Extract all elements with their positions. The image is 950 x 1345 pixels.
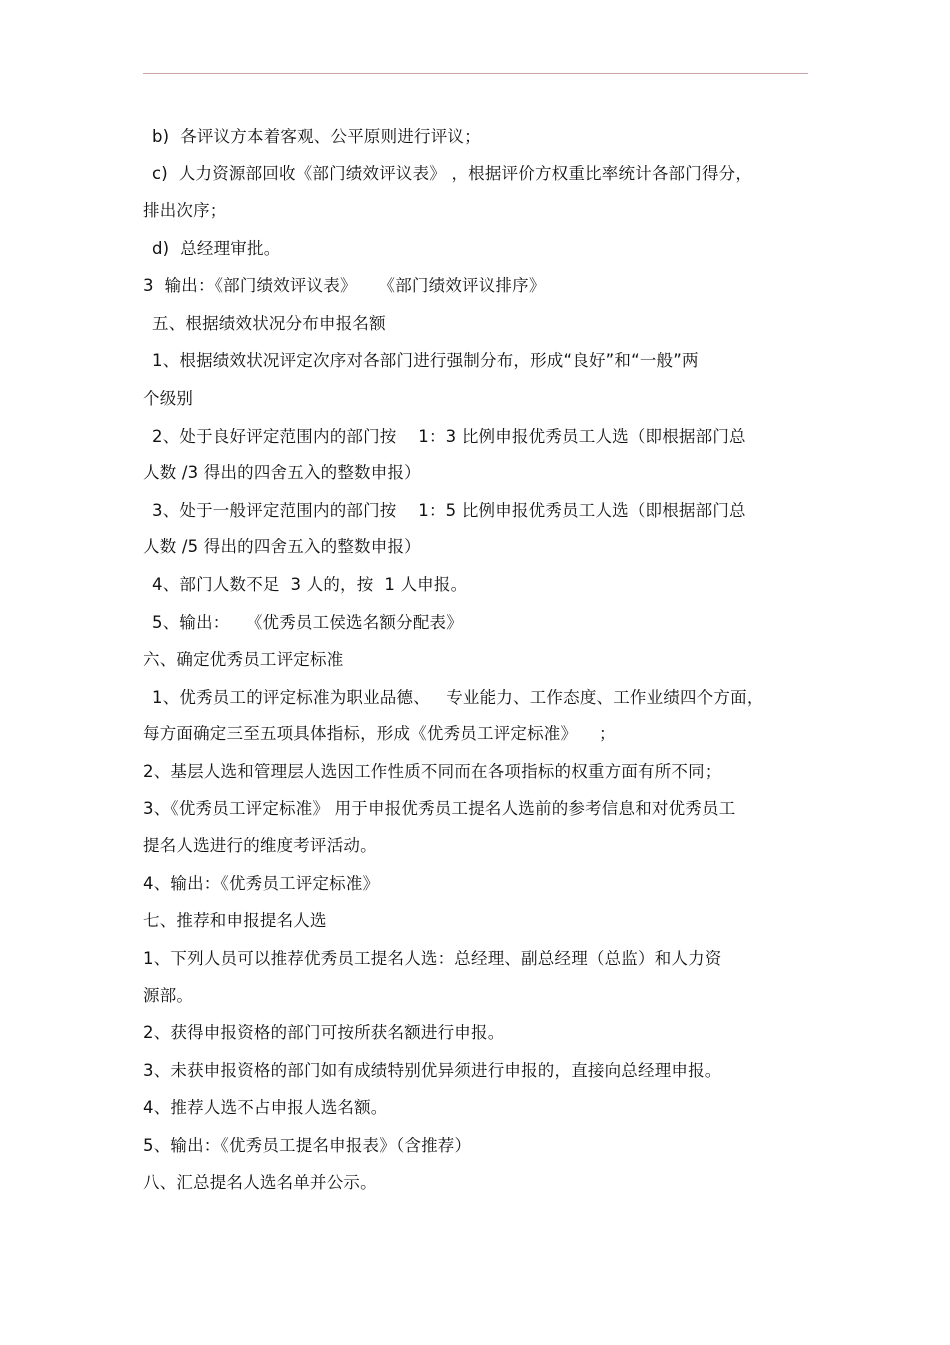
text-line: 3、未获申报资格的部门如有成绩特别优异须进行申报的，直接向总经理申报。 xyxy=(143,1061,722,1080)
text-line: 提名人选进行的维度考评活动。 xyxy=(143,836,377,855)
text-line: 5、输出：《优秀员工提名申报表》（含推荐） xyxy=(143,1136,472,1155)
text-line: 1、下列人员可以推荐优秀员工提名人选：总经理、副总经理（总监）和人力资 xyxy=(143,949,722,968)
text-line: b) 各评议方本着客观、公平原则进行评议； xyxy=(152,127,481,146)
text-line: 3 输出：《部门绩效评议表》 《部门绩效评议排序》 xyxy=(143,276,546,295)
text-line: 人数 /5 得出的四舍五入的整数申报） xyxy=(143,537,421,556)
text-line: 1、根据绩效状况评定次序对各部门进行强制分布，形成“良好”和“一般”两 xyxy=(152,351,699,370)
text-line: 2、获得申报资格的部门可按所获名额进行申报。 xyxy=(143,1023,505,1042)
text-line: 每方面确定三至五项具体指标，形成《优秀员工评定标准》 ； xyxy=(143,724,616,743)
text-line: 4、部门人数不足 3 人的，按 1 人申报。 xyxy=(152,575,468,594)
text-line: d) 总经理审批。 xyxy=(152,239,281,258)
text-line: 源部。 xyxy=(143,986,194,1005)
text-line: 排出次序； xyxy=(143,201,227,220)
text-line: 人数 /3 得出的四舍五入的整数申报） xyxy=(143,463,421,482)
text-line: c) 人力资源部回收《部门绩效评议表》 ，根据评价方权重比率统计各部门得分， xyxy=(152,164,753,183)
text-line: 3、《优秀员工评定标准》 用于申报优秀员工提名人选前的参考信息和对优秀员工 xyxy=(143,799,736,818)
section-heading: 六、确定优秀员工评定标准 xyxy=(143,650,344,669)
section-heading: 五、根据绩效状况分布申报名额 xyxy=(152,314,386,333)
text-line: 2、基层人选和管理层人选因工作性质不同而在各项指标的权重方面有所不同； xyxy=(143,762,722,781)
text-line: 4、输出：《优秀员工评定标准》 xyxy=(143,874,380,893)
text-line: 2、处于良好评定范围内的部门按 1：3 比例申报优秀员工人选（即根据部门总 xyxy=(152,427,746,446)
text-line: 5、输出： 《优秀员工侯选名额分配表》 xyxy=(152,613,463,632)
section-heading: 七、推荐和申报提名人选 xyxy=(143,911,327,930)
text-line: 3、处于一般评定范围内的部门按 1：5 比例申报优秀员工人选（即根据部门总 xyxy=(152,501,746,520)
section-heading: 八、汇总提名人选名单并公示。 xyxy=(143,1173,377,1192)
text-line: 1、优秀员工的评定标准为职业品德、 专业能力、工作态度、工作业绩四个方面， xyxy=(152,688,764,707)
text-line: 4、推荐人选不占申报人选名额。 xyxy=(143,1098,388,1117)
text-line: 个级别 xyxy=(143,389,194,408)
